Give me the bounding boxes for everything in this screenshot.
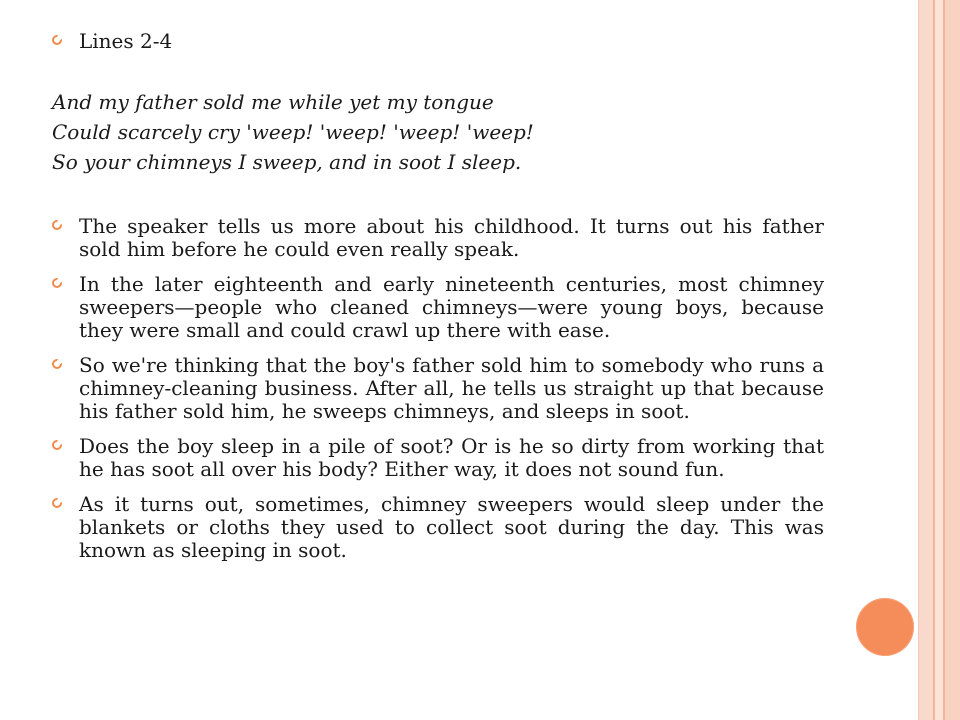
list-item (52, 435, 824, 481)
bullet-icon (52, 359, 62, 369)
heading-bullet (52, 30, 824, 53)
decorative-stripe (935, 0, 943, 720)
bullet-icon (52, 220, 62, 230)
poem-line: And my father sold me while yet my tongue (52, 90, 494, 114)
poem-line: Could scarcely cry 'weep! 'weep! 'weep! 'weep! (52, 120, 534, 144)
list-item-text: Does the boy sleep in a pile of soot? Or is he so dirty from working that he has soot all over his body? Either way, it does not sound fun. (79, 434, 824, 481)
bullet-icon (52, 278, 62, 288)
bullet-icon (52, 440, 62, 450)
list-item (52, 215, 824, 261)
bullet-icon (52, 498, 62, 508)
bullet-list (52, 215, 824, 562)
decorative-stripe (945, 0, 960, 720)
list-item (52, 273, 824, 342)
list-item-text: The speaker tells us more about his childhood. It turns out his father sold him before he could even really speak. (79, 214, 824, 261)
list-item-text: As it turns out, sometimes, chimney sweepers would sleep under the blankets or cloths they used to collect soot during the day. This was known as sleeping in soot. (79, 492, 824, 562)
bullet-icon (52, 35, 62, 45)
slide-content (52, 30, 824, 574)
list-item-text: In the later eighteenth and early nineteenth centuries, most chimney sweepers—people who cleaned chimneys—were young boys, because they were small and could crawl up there with ease. (79, 272, 824, 342)
poem-line: So your chimneys I sweep, and in soot I sleep. (52, 150, 522, 174)
accent-circle-decoration (856, 598, 914, 656)
list-item (52, 493, 824, 562)
list-item-text: So we're thinking that the boy's father sold him to somebody who runs a chimney-cleaning business. After all, he tells us straight up that because his father sold him, he sweeps chimneys, and sleeps in soot. (79, 353, 824, 423)
slide-heading: Lines 2-4 (79, 29, 173, 53)
decorative-stripe (919, 0, 933, 720)
poem-excerpt (52, 87, 824, 177)
list-item (52, 354, 824, 423)
